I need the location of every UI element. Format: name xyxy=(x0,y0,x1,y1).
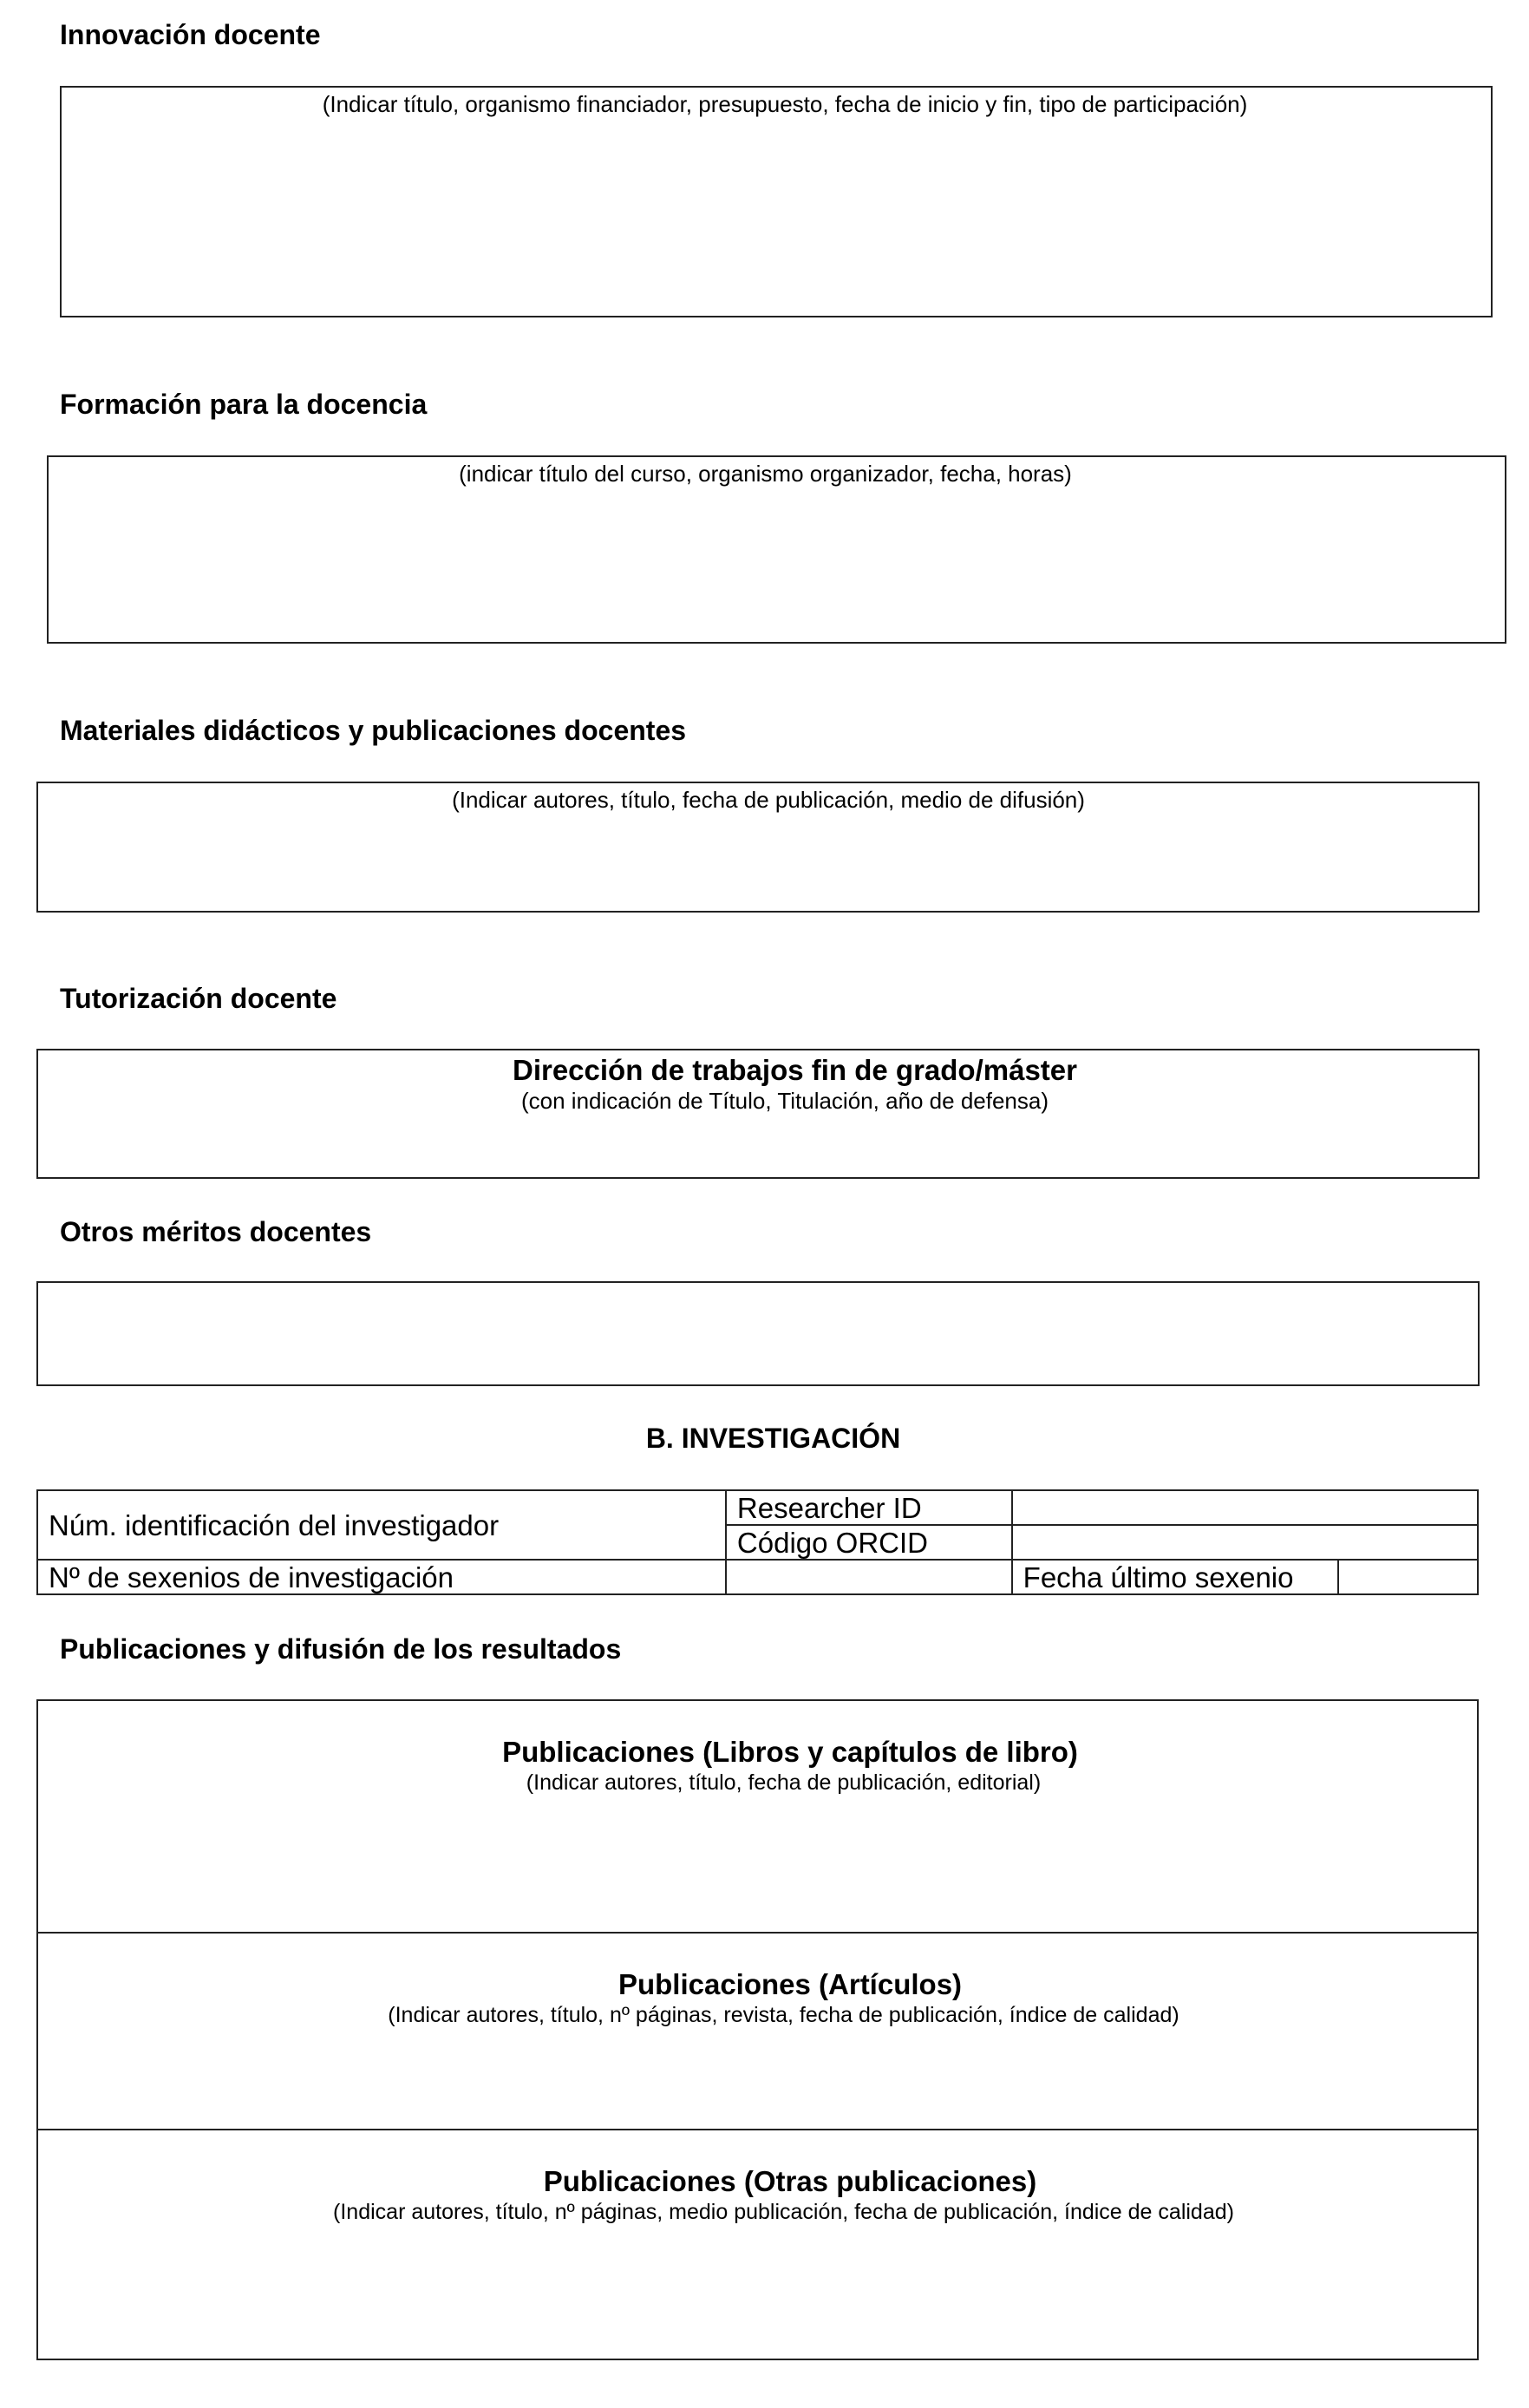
tutorizacion-docente-field[interactable] xyxy=(36,1049,1480,1179)
heading-materiales-didacticos: Materiales didácticos y publicaciones docentes xyxy=(60,715,687,746)
publicaciones-libros-hint: (Indicar autores, título, fecha de publicación, editorial) xyxy=(526,1770,1042,1795)
otros-meritos-field[interactable] xyxy=(36,1281,1480,1386)
heading-formacion-docencia: Formación para la docencia xyxy=(60,389,428,420)
innovacion-docente-field[interactable] xyxy=(60,86,1493,317)
publicaciones-otras-title: Publicaciones (Otras publicaciones) xyxy=(543,2165,1037,2197)
section-title-investigacion: B. INVESTIGACIÓN xyxy=(645,1423,901,1454)
sexenios-label: Nº de sexenios de investigación xyxy=(37,1560,726,1594)
materiales-didacticos-field[interactable] xyxy=(36,782,1480,913)
tutorizacion-box-title: Dirección de trabajos fin de grado/máster xyxy=(512,1054,1077,1086)
investigador-id-table xyxy=(36,1489,1479,1595)
orcid-input[interactable] xyxy=(1012,1525,1478,1560)
researcher-id-label: Researcher ID xyxy=(726,1490,1012,1525)
publicaciones-otras-hint: (Indicar autores, título, nº páginas, medio publicación, fecha de publicación, índice de calidad) xyxy=(333,2200,1234,2224)
heading-otros-meritos: Otros méritos docentes xyxy=(60,1216,372,1247)
formacion-hint: (indicar título del curso, organismo organizador, fecha, horas) xyxy=(459,461,1072,487)
publicaciones-articulos-title: Publicaciones (Artículos) xyxy=(617,1968,963,2000)
publicaciones-articulos-field[interactable] xyxy=(36,1932,1479,2130)
heading-publicaciones-difusion: Publicaciones y difusión de los resultados xyxy=(60,1633,622,1665)
researcher-id-input[interactable] xyxy=(1012,1490,1478,1525)
publicaciones-libros-field[interactable] xyxy=(36,1699,1479,1934)
innovacion-hint: (Indicar título, organismo financiador, presupuesto, fecha de inicio y fin, tipo de participación) xyxy=(322,91,1248,117)
tutorizacion-hint: (con indicación de Título, Titulación, año de defensa) xyxy=(520,1088,1049,1114)
publicaciones-otras-field[interactable] xyxy=(36,2129,1479,2360)
heading-tutorizacion-docente: Tutorización docente xyxy=(60,983,337,1014)
id-label: Núm. identificación del investigador xyxy=(37,1490,726,1560)
publicaciones-libros-title: Publicaciones (Libros y capítulos de libro) xyxy=(502,1736,1078,1768)
fecha-ultimo-sexenio-input[interactable] xyxy=(1338,1560,1478,1594)
materiales-hint: (Indicar autores, título, fecha de publicación, medio de difusión) xyxy=(452,787,1085,813)
orcid-label: Código ORCID xyxy=(726,1525,1012,1560)
heading-innovacion-docente: Innovación docente xyxy=(60,19,321,50)
publicaciones-articulos-hint: (Indicar autores, título, nº páginas, revista, fecha de publicación, índice de calidad) xyxy=(388,2003,1179,2027)
formacion-docencia-field[interactable] xyxy=(47,455,1506,644)
fecha-ultimo-sexenio-label: Fecha último sexenio xyxy=(1012,1560,1339,1594)
sexenios-input[interactable] xyxy=(726,1560,1012,1594)
